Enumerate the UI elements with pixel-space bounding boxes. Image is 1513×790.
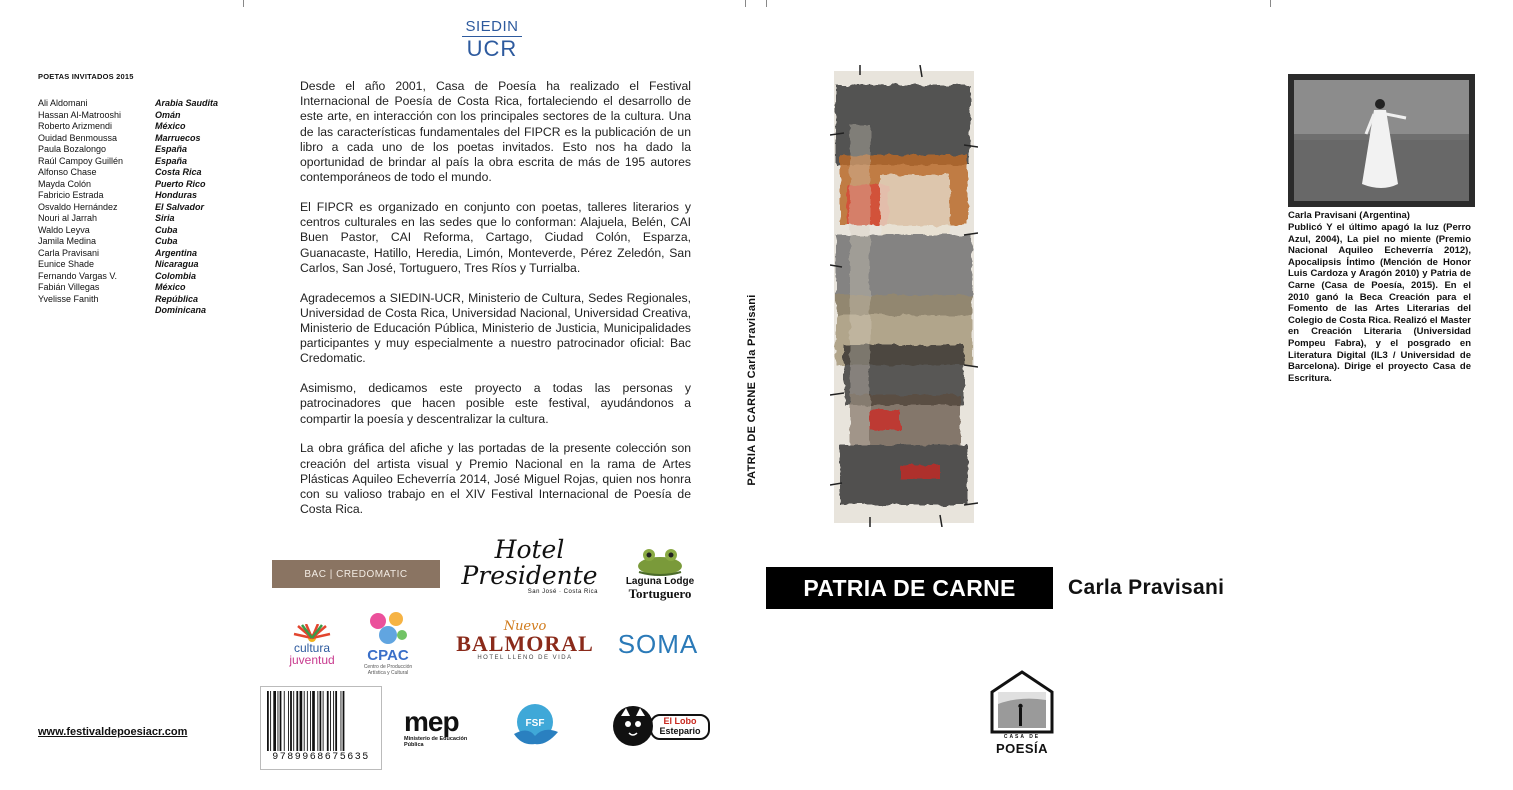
barcode-bar xyxy=(330,691,331,751)
soma-text: SOMA xyxy=(617,628,699,659)
poet-list xyxy=(38,98,228,317)
siedin-text: SIEDIN xyxy=(462,18,522,37)
hotel-sub: San José · Costa Rica xyxy=(527,589,598,595)
poet-name: Osvaldo Hernández xyxy=(38,201,118,212)
paragraph: La obra gráfica del afiche y las portadas de la presente colección son creación del artista visual y Premio Nacional en la rama de Artes Plásticas Aquileo Echeverría 2014, José Miguel Rojas, quien nos honra con su valioso trabajo en el XIV Festival Internacional de Poesía de Costa Rica. xyxy=(300,441,691,517)
barcode-bar xyxy=(341,691,342,751)
barcode-bar xyxy=(307,691,308,751)
cultura-burst-icon xyxy=(292,624,332,642)
poet-name: Eunice Shade xyxy=(38,259,95,269)
barcode-bar xyxy=(267,691,269,751)
poet-row xyxy=(38,259,228,271)
mep-text: mep xyxy=(404,706,459,737)
barcode-bar xyxy=(296,691,298,751)
barcode-bar xyxy=(320,691,322,751)
cultura-line1: cultura xyxy=(293,641,331,655)
poet-name: Carla Pravisani xyxy=(38,247,100,258)
poet-row xyxy=(38,248,228,260)
barcode-bar xyxy=(280,691,282,751)
barcode-bar xyxy=(304,691,305,751)
poet-row xyxy=(38,294,228,317)
lobo-line2: Estepario xyxy=(659,726,701,736)
poet-row xyxy=(38,110,228,122)
poet-country-text: México xyxy=(155,282,186,292)
poet-country xyxy=(155,190,197,202)
poet-country-text: Cuba xyxy=(155,224,178,235)
poet-row xyxy=(38,282,228,294)
poet-country-text: Marruecos xyxy=(155,132,201,143)
poet-name: Mayda Colón xyxy=(38,178,92,189)
author-name: Carla Pravisani xyxy=(1068,576,1225,599)
hotel-presidente-logo xyxy=(447,535,612,595)
poet-country-text: México xyxy=(155,121,186,131)
poet-row xyxy=(38,271,228,283)
poet-name: Fabricio Estrada xyxy=(38,190,104,200)
balmoral-name: BALMORAL xyxy=(456,630,594,656)
laguna-line2: Tortuguero xyxy=(628,585,692,601)
nuevo-balmoral-logo xyxy=(458,612,592,668)
barcode-bar xyxy=(327,691,329,751)
poet-row xyxy=(38,98,228,110)
poet-country-text: Puerto Rico xyxy=(155,178,206,189)
poet-country-text: Colombia xyxy=(155,270,197,281)
barcode-bar xyxy=(288,691,289,751)
cpac-logo xyxy=(358,610,418,676)
barcode-bar xyxy=(278,691,279,751)
barcode-bar xyxy=(317,691,318,751)
lobo-badge xyxy=(650,714,710,740)
poet-name: Jamila Medina xyxy=(38,236,97,246)
barcode-bar xyxy=(273,691,276,751)
poet-country xyxy=(155,213,175,225)
poet-country xyxy=(155,248,197,260)
poet-row xyxy=(38,121,228,133)
poet-country xyxy=(155,271,196,283)
balmoral-sub: HOTEL LLENO DE VIDA xyxy=(477,654,573,661)
publisher-line2: POESÍA xyxy=(995,741,1049,756)
poet-country-text: Arabia Saudita xyxy=(155,98,219,108)
barcode-bar xyxy=(300,691,303,751)
cpac-swirl-icon xyxy=(366,611,410,647)
poet-name: Fernando Vargas V. xyxy=(38,270,118,281)
poet-country-text: Omán xyxy=(155,109,181,120)
poet-country xyxy=(155,282,186,294)
frog-icon xyxy=(629,546,691,576)
barcode-bar xyxy=(343,691,345,751)
laguna-lodge-logo xyxy=(618,542,702,604)
poet-country xyxy=(155,202,204,214)
paragraph: El FIPCR es organizado en conjunto con poetas, talleres literarios y centros culturales en las sedes que lo conforman: Alajuela, Belén, CAI Buen Pastor, CAI Reforma, Cartago, Ciudad Colón, Esparza, Guanacaste, Hatillo, Heredia, Limón, Monteverde, Pérez Zeledón, San Carlos, San José, Tortuguero, Tres Ríos y Turrialba. xyxy=(300,200,691,275)
poet-row xyxy=(38,179,228,191)
siedin-ucr-logo xyxy=(462,18,522,61)
barcode-bars xyxy=(267,691,344,751)
poet-name: Paula Bozalongo xyxy=(38,144,107,154)
soma-logo xyxy=(614,624,702,664)
poet-country xyxy=(155,98,218,110)
barcode-bar xyxy=(293,691,294,751)
barcode-bar xyxy=(270,691,271,751)
spine-title: PATRIA DE CARNE Carla Pravisani xyxy=(746,294,758,486)
barcode-bar xyxy=(323,691,324,751)
poet-name: Hassan Al-Matrooshi xyxy=(38,109,122,120)
poet-country-text: España xyxy=(155,155,188,166)
poet-name: Raúl Campoy Guillén xyxy=(38,155,124,166)
barcode-bar xyxy=(290,691,292,751)
svg-text:FSF: FSF xyxy=(525,718,545,729)
back-cover-text xyxy=(300,79,691,532)
barcode-bar xyxy=(284,691,285,751)
hotel-name: Hotel Presidente xyxy=(461,535,598,590)
poets-title: POETAS INVITADOS 2015 xyxy=(38,72,134,81)
website-link[interactable]: www.festivaldepoesiacr.com xyxy=(38,726,188,738)
poet-name: Ali Aldomani xyxy=(38,98,88,108)
poet-row xyxy=(38,225,228,237)
cultura-line2: juventud xyxy=(289,653,335,667)
ucr-text: UCR xyxy=(466,36,518,61)
poet-country-text: Costa Rica xyxy=(155,167,202,177)
poet-row xyxy=(38,190,228,202)
poet-country xyxy=(155,259,199,271)
balmoral-top: Nuevo xyxy=(503,618,547,634)
crop-mark xyxy=(1270,0,1271,7)
poet-row xyxy=(38,236,228,248)
cpac-sub: Centro de Producción Artística y Cultural xyxy=(363,663,413,676)
flap-author-heading: Carla Pravisani (Argentina) xyxy=(1288,210,1410,221)
barcode-bar xyxy=(310,691,311,751)
poet-country-text-line2: Dominicana xyxy=(155,305,207,315)
poet-country xyxy=(155,156,187,168)
poet-row xyxy=(38,133,228,145)
poet-country xyxy=(155,236,178,248)
poet-country-text: Nicaragua xyxy=(155,259,199,269)
mep-sub: Ministerio de Educación Pública xyxy=(404,736,468,748)
poet-name: Yvelisse Fanith xyxy=(38,293,99,304)
poet-name: Alfonso Chase xyxy=(38,167,97,177)
poet-row xyxy=(38,213,228,225)
poet-country xyxy=(155,225,178,237)
isbn-number: 9789968675635 xyxy=(272,752,370,763)
poet-row xyxy=(38,156,228,168)
poet-country xyxy=(155,133,201,145)
bac-logo-text: BAC | CREDOMATIC xyxy=(304,568,408,580)
author-photo xyxy=(1288,74,1475,207)
poet-country-text: El Salvador xyxy=(155,201,205,212)
poet-country-text: Argentina xyxy=(155,247,198,258)
laguna-line1: Laguna Lodge xyxy=(625,575,695,587)
poet-row xyxy=(38,144,228,156)
poet-name: Fabián Villegas xyxy=(38,282,100,292)
poet-country-text: República xyxy=(155,293,199,304)
poet-country xyxy=(155,179,206,191)
cover-painting xyxy=(830,65,978,527)
poet-name: Waldo Leyva xyxy=(38,224,90,235)
poet-name: Nouri al Jarrah xyxy=(38,213,98,223)
author-bio: Publicó Y el último apagó la luz (Perro Azul, 2004), La piel no miente (Premio Nacional Aquileo Echeverría 2012), Apocalipsis Íntimo (Mención de Honor Luis Cardoza y Aragón 2010) y Patria de Carne (Casa de Poesía, 2015). En el 2010 ganó la Beca Creación para el Fomento de las Artes Literarias del Colegio de Costa Rica. Realizó el Master en Creación Literaria (Universidad Pompeu Fabra), y el posgrado en Literatura Digital (IL3 / Universidad de Barcelona). Dirige el proyecto Casa de Escritura. xyxy=(1288,222,1471,384)
poet-row xyxy=(38,202,228,214)
mep-logo xyxy=(404,704,476,752)
poet-country xyxy=(155,121,186,133)
barcode-bar xyxy=(333,691,334,751)
cultura-juventud-logo xyxy=(278,622,346,668)
wolf-icon xyxy=(612,700,654,752)
poet-country-text: España xyxy=(155,144,188,154)
poet-country xyxy=(155,110,181,122)
fsf-bird-logo xyxy=(508,700,562,750)
barcode-bar xyxy=(312,691,315,751)
paragraph: Agradecemos a SIEDIN-UCR, Ministerio de Cultura, Sedes Regionales, Universidad de Costa Rica, Universidad Nacional, Universidad Creativa, Ministerio de Educación Pública, Ministerio de Justicia, Municipalidades participantes y muy especialmente a nuestro patrocinador oficial: Bac Credomatic. xyxy=(300,290,691,366)
lobo-line1: El Lobo xyxy=(663,716,697,726)
poet-country-text: Cuba xyxy=(155,236,178,246)
barcode-bar xyxy=(335,691,337,751)
poet-country-text: Honduras xyxy=(155,190,198,200)
paragraph: Desde el año 2001, Casa de Poesía ha realizado el Festival Internacional de Poesía de Costa Rica, fortaleciendo el desarrollo de este arte, en interacción con los principales sectores de la cultura. Una de las características fundamentales del FIPCR es la publicación de un libro a cada uno de los poetas invitados. Esto nos ha dado la oportunidad de brindar al país la obra escrita de más de 195 autores contemporáneos de todo el mundo. xyxy=(300,79,691,185)
paragraph: Asimismo, dedicamos este proyecto a todas las personas y patrocinadores que hacen posible este festival, ayudándonos a compartir la poesía y descentralizar la cultura. xyxy=(300,381,691,426)
book-title: PATRIA DE CARNE xyxy=(803,574,1016,601)
bac-credomatic-logo xyxy=(272,560,440,588)
el-lobo-estepario-logo xyxy=(612,700,708,752)
cpac-name: CPAC xyxy=(367,646,409,664)
crop-mark xyxy=(745,0,746,7)
crop-mark xyxy=(766,0,767,7)
crop-mark xyxy=(243,0,244,7)
poet-row xyxy=(38,167,228,179)
poet-name: Ouidad Benmoussa xyxy=(38,132,118,143)
poet-country-text: Siria xyxy=(155,213,175,223)
poet-name: Roberto Arizmendi xyxy=(38,121,113,131)
poet-country xyxy=(155,294,206,317)
title-bar xyxy=(766,567,1053,609)
poet-country xyxy=(155,144,187,156)
poet-country xyxy=(155,167,202,179)
publisher-line1: CASA DE xyxy=(1003,734,1041,740)
